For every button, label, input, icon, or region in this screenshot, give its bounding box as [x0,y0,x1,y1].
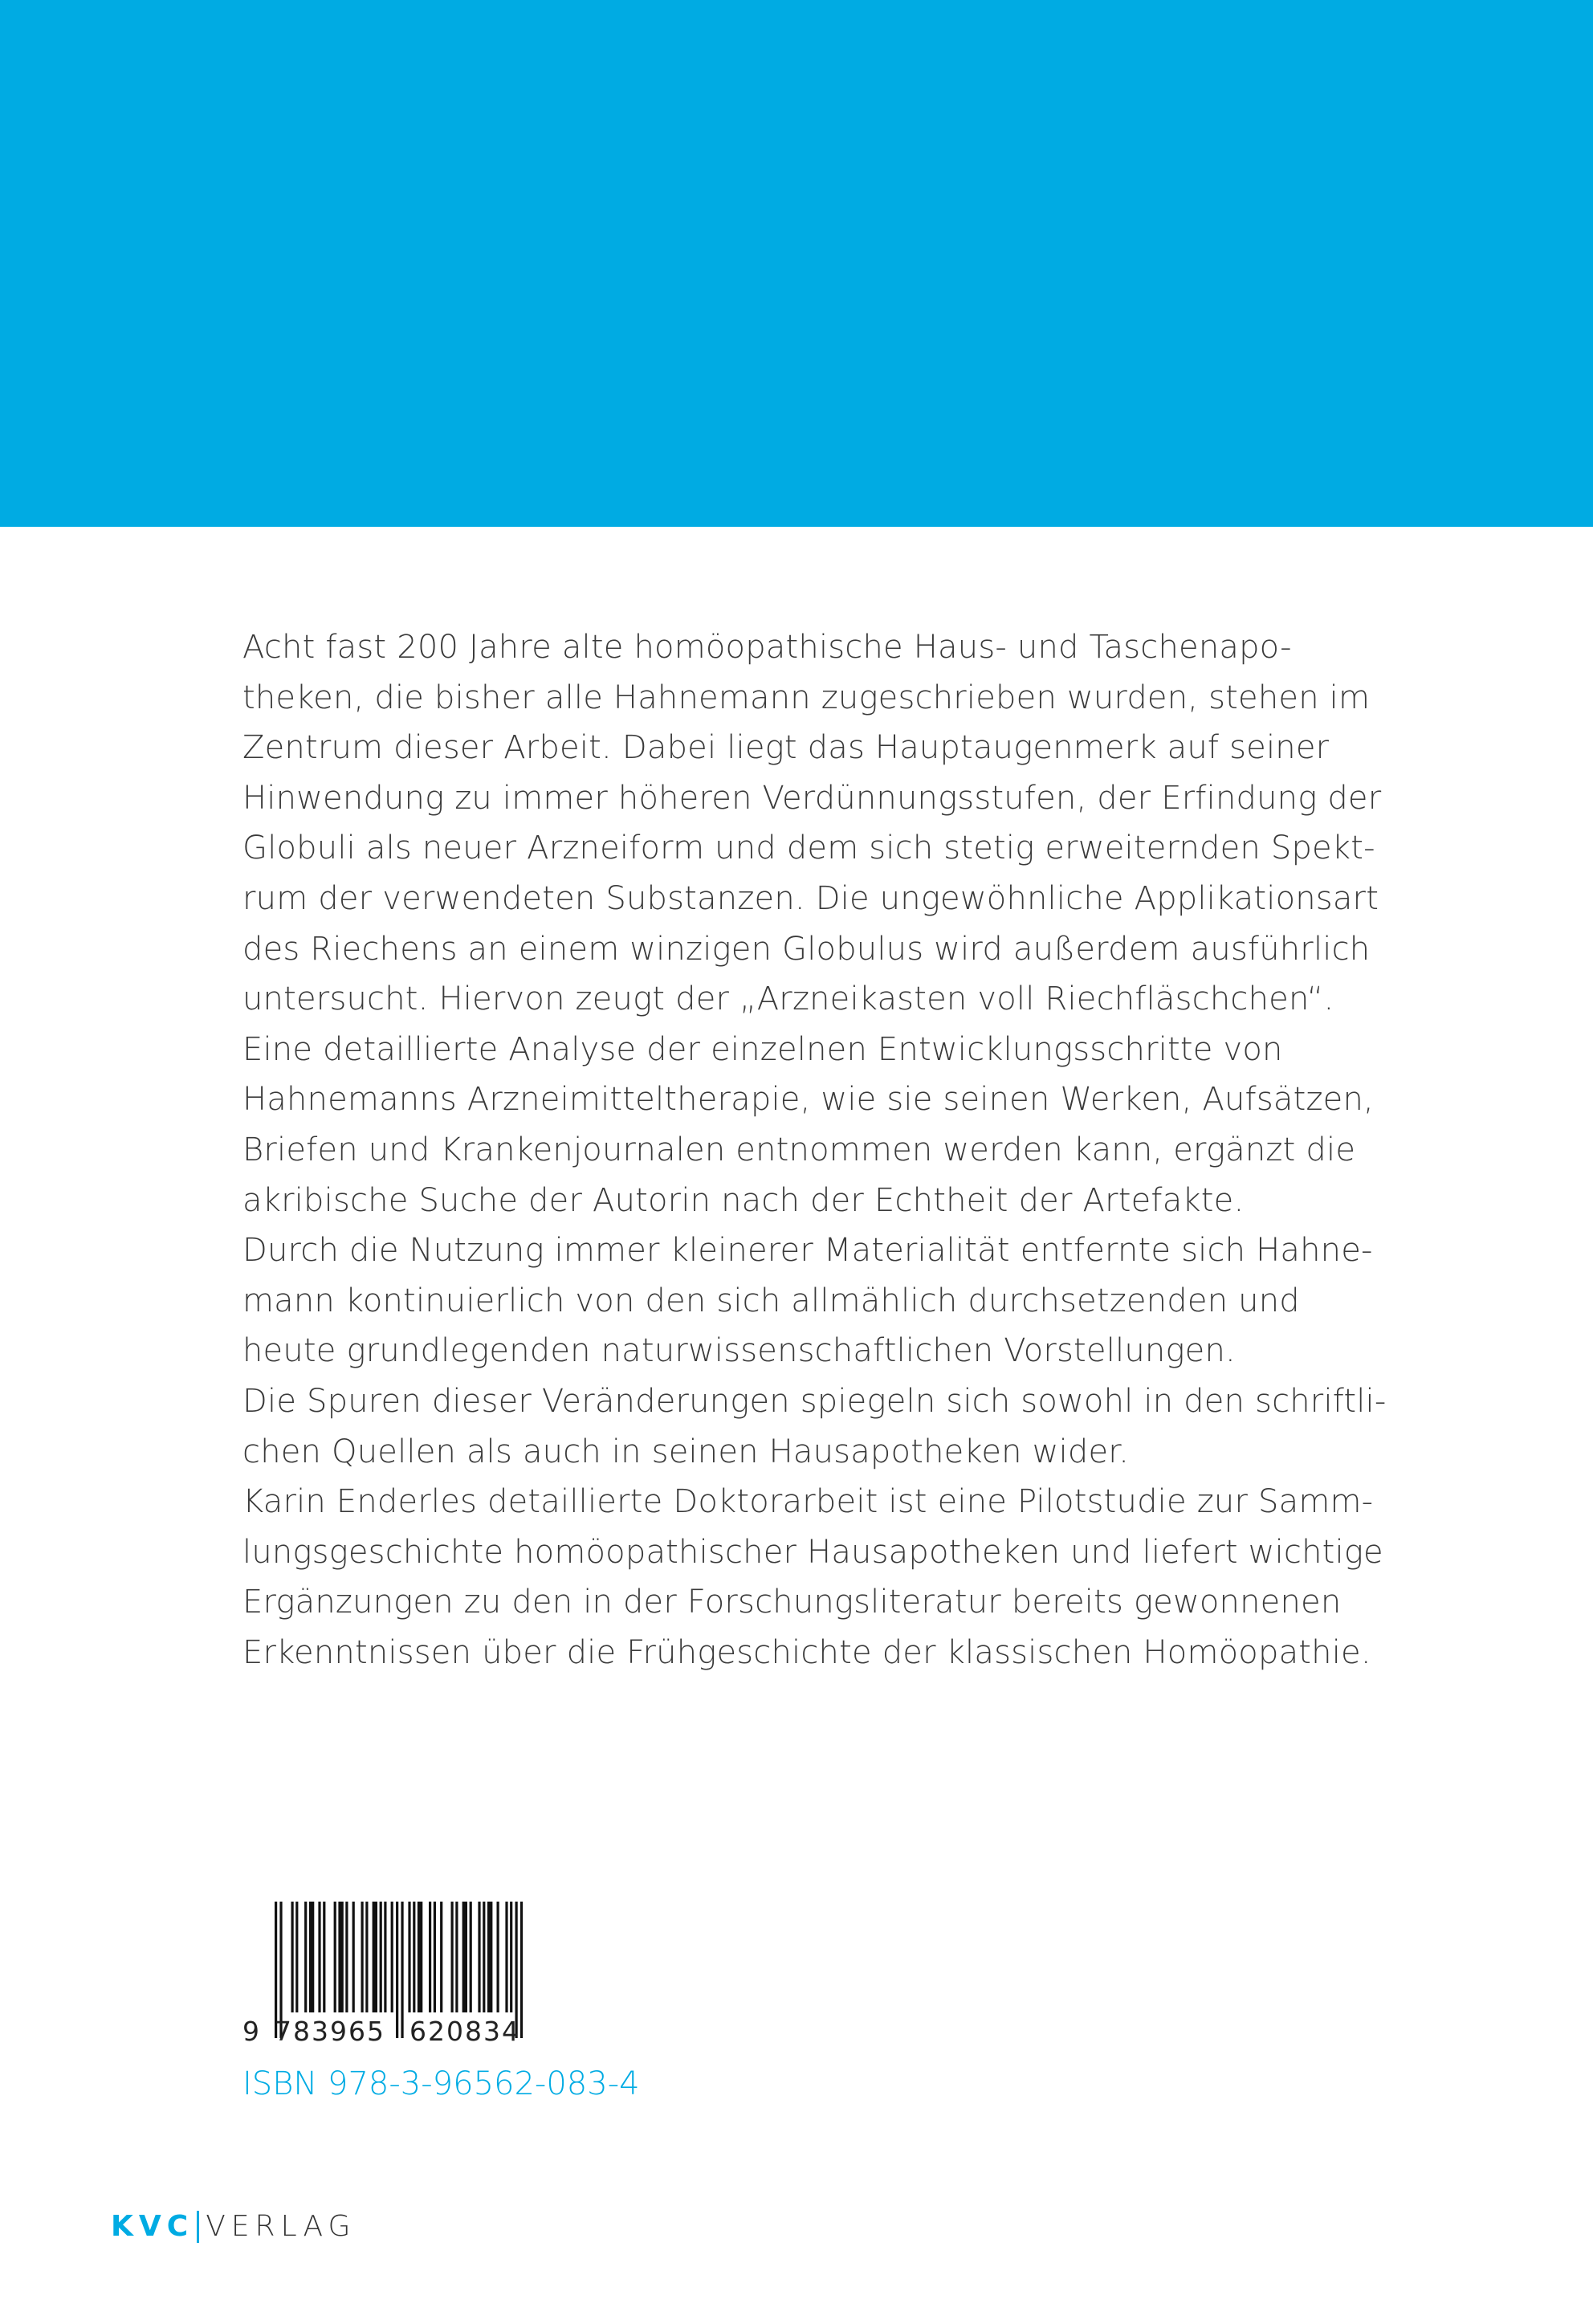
blurb-line: Acht fast 200 Jahre alte homöopathische Haus- und Taschenapo- [242,629,1292,666]
blurb-line: chen Quellen als auch in seinen Hausapotheken wider. [242,1433,1130,1470]
blurb-line: Erkenntnissen über die Frühgeschichte der klassischen Homöopathie. [242,1633,1371,1671]
barcode-bar [483,1902,485,2012]
blurb-text [242,622,1387,1678]
barcode-bar [429,1902,431,2012]
barcode-bar [510,1902,512,2012]
barcode-bar [295,1902,298,2012]
barcode-bar [462,1902,467,2012]
blurb-line: Hinwendung zu immer höheren Verdünnungsstufen, der Erfindung der [242,779,1382,817]
barcode-bar [361,1902,364,2012]
barcode-bar [323,1902,325,2012]
barcode-bar [505,1902,507,2012]
blurb-line: lungsgeschichte homöopathischer Hausapotheken und liefert wichtige [242,1533,1383,1571]
blurb-line: Ergänzungen zu den in der Forschungsliteratur bereits gewonnenen [242,1584,1342,1621]
blurb-line: Hahnemanns Arzneimitteltherapie, wie sie seinen Werken, Aufsätzen, [242,1081,1374,1119]
blurb-line: Durch die Nutzung immer kleinerer Materialität entfernte sich Hahne- [242,1232,1373,1270]
barcode-bar [413,1902,415,2012]
barcode-bar [487,1902,492,2012]
barcode-guard-bar [520,1902,523,2038]
blurb-line: Eine detaillierte Analyse der einzelnen Entwicklungsschritte von [242,1030,1283,1068]
barcode-bar [334,1902,336,2012]
barcode-guard-bar [401,1902,403,2038]
barcode-bar [309,1902,314,2012]
blurb-line: heute grundlegenden naturwissenschaftlichen Vorstellungen. [242,1332,1236,1370]
blurb-line: des Riechens an einem winzigen Globulus wird außerdem ausführlich [242,930,1371,968]
publisher-logo [111,2210,356,2243]
barcode-bar [408,1902,410,2012]
barcode-bar [470,1902,472,2012]
barcode-bar [440,1902,442,2012]
barcode-first-digit: 9 [242,2016,259,2047]
barcode-bar [384,1902,386,2012]
barcode-bar [497,1902,499,2012]
barcode-bar [455,1902,458,2012]
publisher-divider [197,2211,199,2243]
barcode-bar [451,1902,454,2012]
barcode-bar [304,1902,307,2012]
isbn-label: ISBN 978-3-96562-083-4 [242,2065,640,2102]
publisher-name: VERLAG [206,2210,356,2243]
barcode-bar [338,1902,343,2012]
blurb-line: rum der verwendeten Substanzen. Die ungewöhnliche Applikationsart [242,879,1379,917]
barcode-bar [391,1902,393,2012]
barcode-bar [380,1902,382,2012]
blurb-line: untersucht. Hiervon zeugt der „Arzneikasten voll Riechfläschchen“. [242,981,1334,1018]
barcode-bar [373,1902,377,2012]
barcode-guard-bar [396,1902,398,2038]
blurb-line: akribische Suche der Autorin nach der Echtheit der Artefakte. [242,1181,1245,1219]
barcode-bar [318,1902,320,2012]
blurb-line: Zentrum dieser Arbeit. Dabei liegt das Hauptaugenmerk auf seiner [242,729,1330,767]
barcode-bar [418,1902,422,2012]
blurb-line: theken, die bisher alle Hahnemann zugeschrieben wurden, stehen im [242,679,1371,716]
blurb-line: mann kontinuierlich von den sich allmählich durchsetzenden und [242,1282,1300,1319]
blurb-line: Briefen und Krankenjournalen entnommen werden kann, ergänzt die [242,1131,1356,1168]
barcode-bar [345,1902,348,2012]
barcode-right-group: 620834 [409,2016,520,2047]
cover-color-band [0,0,1593,527]
blurb-line: Karin Enderles detaillierte Doktorarbeit ist eine Pilotstudie zur Samm- [242,1483,1374,1521]
barcode-bar [352,1902,355,2012]
publisher-brand: KVC [111,2210,194,2243]
barcode-bar [365,1902,368,2012]
barcode-bar [291,1902,294,2012]
barcode-bar [434,1902,436,2012]
blurb-line: Globuli als neuer Arzneiform und dem sich stetig erweiternden Spekt- [242,830,1375,867]
blurb-line: Die Spuren dieser Veränderungen spiegeln sich sowohl in den schriftli- [242,1382,1387,1420]
barcode-bar [478,1902,480,2012]
barcode-left-group: 783965 [275,2016,385,2047]
